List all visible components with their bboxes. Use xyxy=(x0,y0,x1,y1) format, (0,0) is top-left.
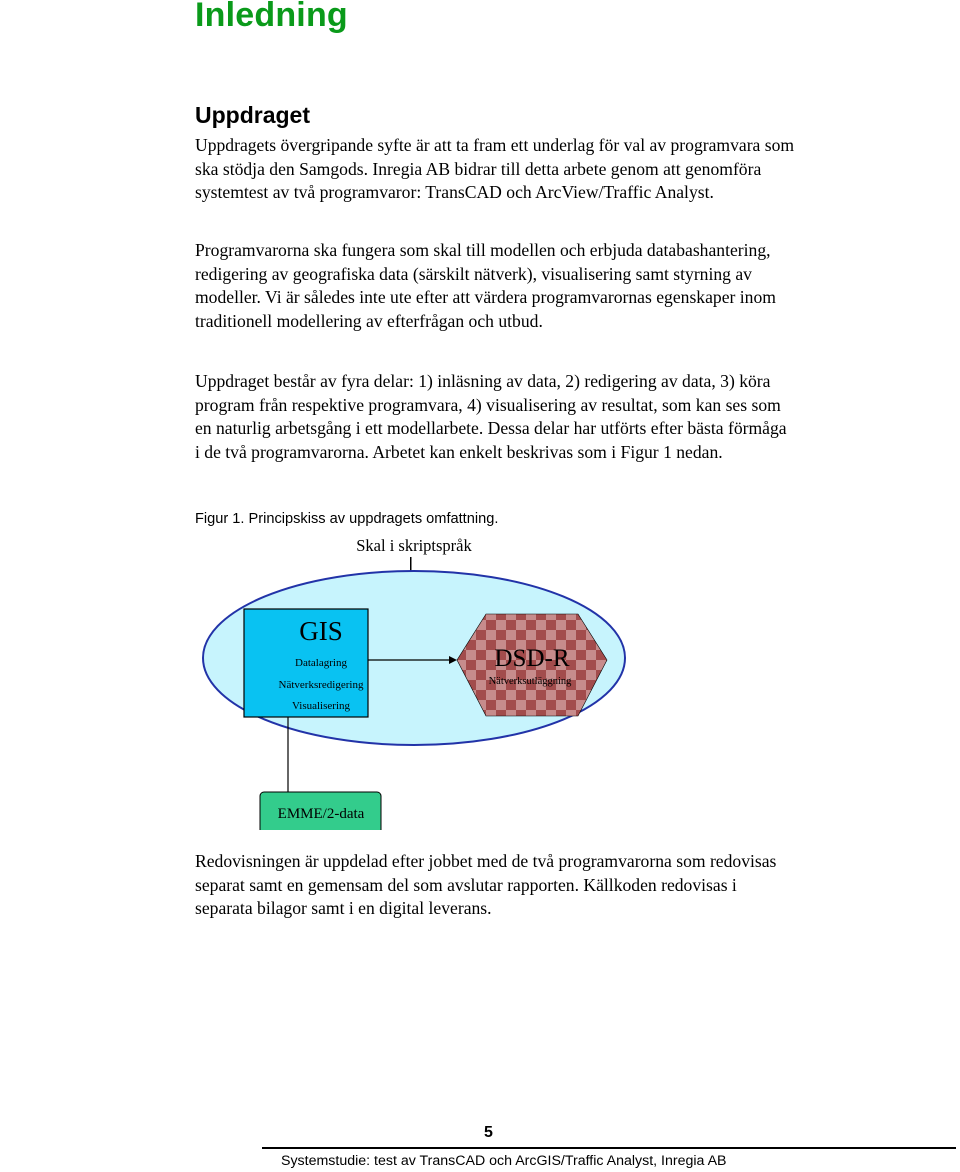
section-title: Uppdraget xyxy=(195,102,310,128)
principle-diagram xyxy=(196,530,636,830)
paragraph-software-role: Programvarorna ska fungera som skal till modellen och erbjuda databashantering, redigering av geografiska data (särskilt nätverk), visualisering samt styrning av modeller. Vi är således inte ute efter att värdera programvarornas egenskaper inom traditionell modellering av efterfrågan och utbud. xyxy=(195,240,776,332)
gis-title: GIS xyxy=(299,616,343,646)
paragraph-reporting: Redovisningen är uppdelad efter jobbet med de två programvarorna som redovisas separat samt en gemensam del som avslutar rapporten. Källkoden redovisas i separata bilagor samt i en digital leverans. xyxy=(195,851,777,919)
chapter-title: Inledning xyxy=(195,0,348,34)
page-number: 5 xyxy=(484,1124,493,1141)
gis-item-natverksredigering: Nätverksredigering xyxy=(278,679,364,691)
paragraph-intro: Uppdragets övergripande syfte är att ta fram ett underlag för val av programvara som ska stödja den Samgods. Inregia AB bidrar till detta arbete genom att genomföra systemtest av två programvaror: TransCAD och ArcView/Traffic Analyst. xyxy=(195,135,795,203)
figure-caption: Figur 1. Principskiss av uppdragets omfattning. xyxy=(195,511,499,527)
footer-text: Systemstudie: test av TransCAD och ArcGIS/Traffic Analyst, Inregia AB xyxy=(281,1153,727,1169)
shell-label: Skal i skriptspråk xyxy=(356,536,472,555)
shell-connector xyxy=(410,557,412,572)
gis-item-datalagring: Datalagring xyxy=(295,657,347,669)
dsdr-title: DSD-R xyxy=(494,645,570,672)
emme-data-label: EMME/2-data xyxy=(277,806,365,822)
paragraph-parts: Uppdraget består av fyra delar: 1) inläsning av data, 2) redigering av data, 3) köra program från respektive programvara, 4) visualisering av resultat, som kan ses som en naturlig arbetsgång i ett modellarbete. Dessa delar har utförts efter bästa förmåga i de två programvarorna. Arbetet kan enkelt beskrivas som i Figur 1 nedan. xyxy=(195,371,787,463)
footer-divider xyxy=(262,1147,956,1149)
dsdr-subtitle: Nätverksutläggning xyxy=(488,676,572,687)
gis-item-visualisering: Visualisering xyxy=(292,700,350,712)
